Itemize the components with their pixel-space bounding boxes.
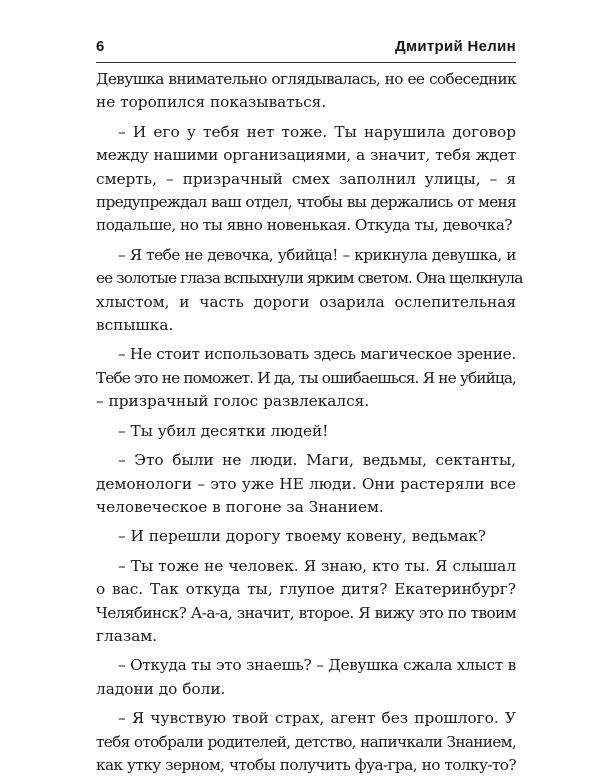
text-line: глазам. bbox=[96, 626, 158, 645]
text-line: предупреждал ваш отдел, чтобы вы держались от меня bbox=[96, 193, 516, 212]
text-line: вспышка. bbox=[96, 316, 174, 335]
paragraph bbox=[96, 68, 516, 115]
paragraph bbox=[96, 555, 516, 649]
text-line: ее золотые глаза вспыхнули ярким светом. Она щелкнула bbox=[96, 269, 523, 288]
paragraph bbox=[96, 449, 516, 519]
text-line: – Ты убил десятки людей! bbox=[118, 421, 329, 440]
text-line: – Я тебе не девочка, убийца! – крикнула девушка, и bbox=[118, 245, 516, 264]
paragraph bbox=[96, 343, 516, 413]
text-line: Девушка внимательно оглядывалась, но ее собеседник bbox=[96, 70, 516, 88]
text-line: тебя отобрали родителей, детство, напичкали Знанием, bbox=[96, 732, 516, 751]
text-line: смерть, – призрачный смех заполнил улицы, – я bbox=[96, 169, 516, 188]
text-line: – Не стоит использовать здесь магическое зрение. bbox=[118, 345, 516, 364]
paragraph bbox=[96, 121, 516, 238]
text-line: о вас. Так откуда ты, глупое дитя? Екатеринбург? bbox=[96, 580, 516, 599]
paragraph bbox=[96, 244, 523, 338]
text-line: человеческое в погоне за Знанием. bbox=[96, 497, 384, 516]
text-line: как утку зерном, чтобы получить фуа-гра, но толку-то? bbox=[96, 755, 516, 774]
text-line: – призрачный голос развлекался. bbox=[96, 392, 370, 411]
body-text bbox=[96, 68, 523, 783]
text-line: ладони до боли. bbox=[96, 679, 226, 698]
page-number: 6 bbox=[96, 38, 105, 55]
text-line: не торопился показываться. bbox=[96, 93, 327, 112]
text-line: – Это были не люди. Маги, ведьмы, сектанты, bbox=[118, 451, 516, 470]
text-line: между нашими организациями, а значит, тебя ждет bbox=[96, 146, 516, 165]
text-line: хлыстом, и часть дороги озарила ослепительная bbox=[96, 292, 516, 311]
text-line: – Откуда ты это знаешь? – Девушка сжала хлыст в bbox=[118, 656, 516, 675]
text-line: – И его у тебя нет тоже. Ты нарушила договор bbox=[118, 122, 516, 141]
text-line: подальше, но ты явно новенькая. Откуда ты, девочка? bbox=[96, 216, 513, 235]
running-header bbox=[96, 38, 516, 63]
text-line: – И перешли дорогу твоему ковену, ведьмак? bbox=[118, 527, 486, 546]
paragraph bbox=[96, 654, 516, 701]
paragraph bbox=[96, 525, 516, 548]
paragraph bbox=[96, 420, 516, 443]
paragraph bbox=[96, 707, 516, 777]
text-line: – Я чувствую твой страх, агент без прошлого. У bbox=[118, 709, 516, 728]
text-line: Челябинск? А-а-а, значит, второе. Я вижу это по твоим bbox=[96, 603, 516, 622]
text-line: – Ты тоже не человек. Я знаю, кто ты. Я слышал bbox=[118, 556, 516, 575]
author-name: Дмитрий Нелин bbox=[394, 38, 516, 55]
text-line: демонологи – это уже НЕ люди. Они растеряли все bbox=[96, 474, 516, 493]
text-line: Тебе это не поможет. И да, ты ошибаешься. Я не убийца, bbox=[96, 368, 516, 387]
